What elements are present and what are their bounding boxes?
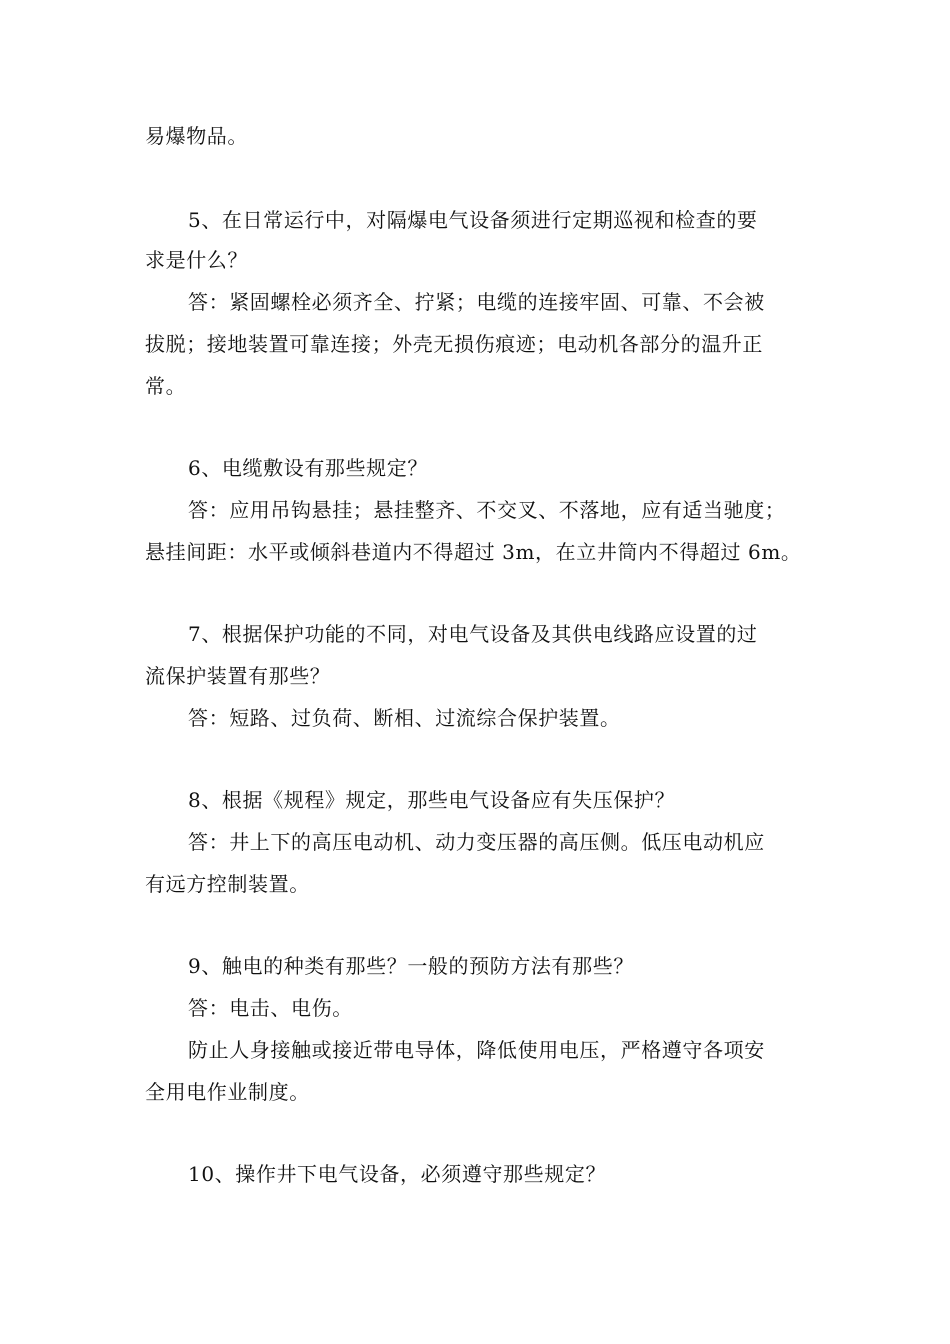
answer-8: 答：井上下的高压电动机、动力变压器的高压侧。低压电动机应 xyxy=(188,830,765,854)
text-line: 悬挂间距：水平或倾斜巷道内不得超过 3m，在立井筒内不得超过 6m。 xyxy=(145,540,802,564)
text-line: 有远方控制装置。 xyxy=(145,872,310,896)
text-line: 求是什么？ xyxy=(145,248,248,272)
answer-7: 答：短路、过负荷、断相、过流综合保护装置。 xyxy=(188,706,621,730)
answer-9: 答：电击、电伤。 xyxy=(188,996,353,1020)
question-9: 9、触电的种类有那些？一般的预防方法有那些？ xyxy=(188,954,634,978)
text-line: 防止人身接触或接近带电导体，降低使用电压，严格遵守各项安 xyxy=(188,1038,765,1062)
text-line: 流保护装置有那些？ xyxy=(145,664,331,688)
text-line: 拔脱；接地装置可靠连接；外壳无损伤痕迹；电动机各部分的温升正 xyxy=(145,332,763,356)
text-line: 常。 xyxy=(145,374,187,398)
answer-6: 答：应用吊钩悬挂；悬挂整齐、不交叉、不落地，应有适当驰度； xyxy=(188,498,786,522)
question-6: 6、电缆敷设有那些规定？ xyxy=(188,456,428,480)
question-7: 7、根据保护功能的不同，对电气设备及其供电线路应设置的过 xyxy=(188,622,758,646)
question-8: 8、根据《规程》规定，那些电气设备应有失压保护？ xyxy=(188,788,676,812)
question-5: 5、在日常运行中，对隔爆电气设备须进行定期巡视和检查的要 xyxy=(188,208,758,232)
question-10: 10、操作井下电气设备，必须遵守那些规定？ xyxy=(188,1162,607,1186)
text-line: 全用电作业制度。 xyxy=(145,1080,310,1104)
text-line: 易爆物品。 xyxy=(145,124,248,148)
answer-5: 答：紧固螺栓必须齐全、拧紧；电缆的连接牢固、可靠、不会被 xyxy=(188,290,765,314)
